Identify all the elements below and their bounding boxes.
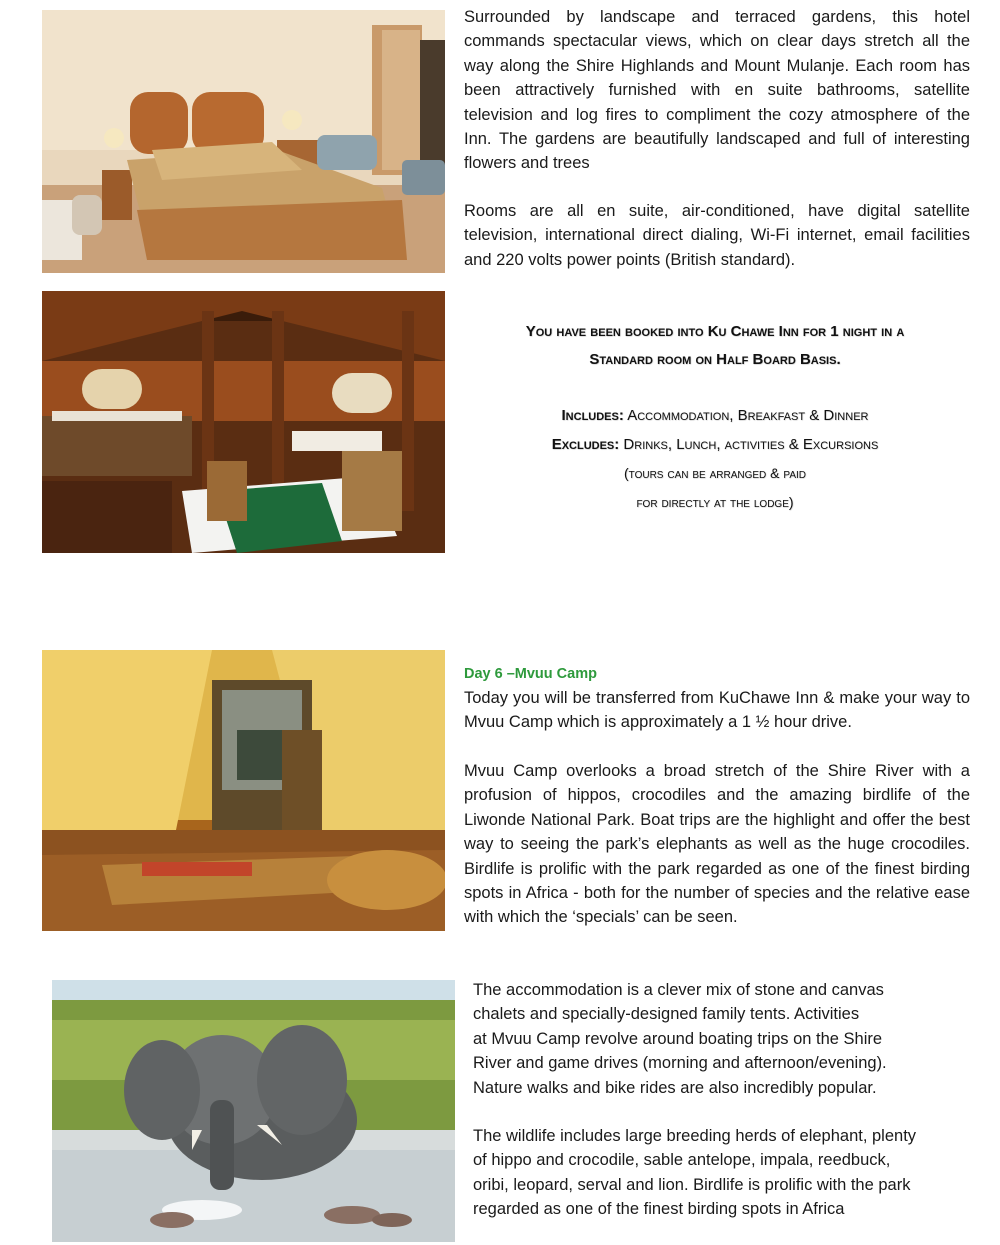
wildlife-line: oribi, leopard, serval and lion. Birdlife is prolific with the park [473,1175,911,1194]
accommodation-line: The accommodation is a clever mix of stone and canvas [473,981,884,999]
mvuu-overview: Mvuu Camp overlooks a broad stretch of the Shire River with a profusion of hippos, crocodiles and the amazing birdlife of the Liwonde National Park. Boat trips are the highlight and offer the best way to seeing the park’s elephants as well as the huge crocodiles. Birdlife is prolific with the park regarded as one of the finest birding spots in Africa - both for the number of species and the relative ease with which the ‘specials’ can be seen. [464,762,970,927]
note-line-2: for directly at the lodge) [636,493,794,510]
excludes-text: Drinks, Lunch, activities & Excursions [623,435,879,453]
booking-line-2: Standard room on Half Board Basis. [589,351,841,368]
wildlife-line: The wildlife includes large breeding herds of elephant, plenty [473,1127,917,1145]
wildlife-line: of hippo and crocodile, sable antelope, impala, reedbuck, [473,1151,891,1170]
excludes-line [470,431,960,460]
hotel-amenities: Rooms are all en suite, air-conditioned, have digital satellite television, international direct dialing, Wi-Fi internet, email facilities and 220 volts power points (British standard). [464,202,970,269]
booking-confirmation [470,318,960,516]
includes-text: Accommodation, Breakfast & Dinner [627,407,869,424]
accommodation-line: at Mvuu Camp revolve around boating trips on the Shire [473,1029,883,1048]
mvuu-tent-photo [42,650,445,931]
dining-room-photo [42,291,445,553]
transfer-text: Today you will be transferred from KuChawe Inn & make your way to Mvuu Camp which is approximately a 1 ½ hour drive. [464,689,970,732]
elephant-river-photo [52,980,455,1242]
hotel-description: Surrounded by landscape and terraced gardens, this hotel commands spectacular views, which on clear days stretch all the way along the Shire Highlands and Mount Mulanje. Each room has been attractively furnished with en suite bathrooms, satellite television and log fires to compliment the cozy atmosphere of the Inn. The gardens are beautifully landscaped and full of interesting flowers and trees [464,8,970,173]
day-heading: Day 6 –Mvuu Camp [464,666,597,682]
hotel-bedroom-photo [42,10,445,273]
accommodation-line: River and game drives (morning and afternoon/evening). [473,1054,887,1073]
wildlife-text [473,1124,983,1222]
excludes-label: Excludes: [551,435,620,453]
accommodation-line: chalets and specially-designed family tents. Activities [473,1005,860,1024]
includes-label: Includes: [561,407,624,424]
includes-line [470,402,960,431]
booking-line-1: You have been booked into Ku Chawe Inn for 1 night in a [525,323,905,340]
wildlife-line: regarded as one of the finest birding spots in Africa [473,1200,845,1219]
accommodation-text [473,978,983,1100]
accommodation-line: Nature walks and bike rides are also incredibly popular. [473,1078,877,1097]
note-line-1: (tours can be arranged & paid [624,465,806,481]
